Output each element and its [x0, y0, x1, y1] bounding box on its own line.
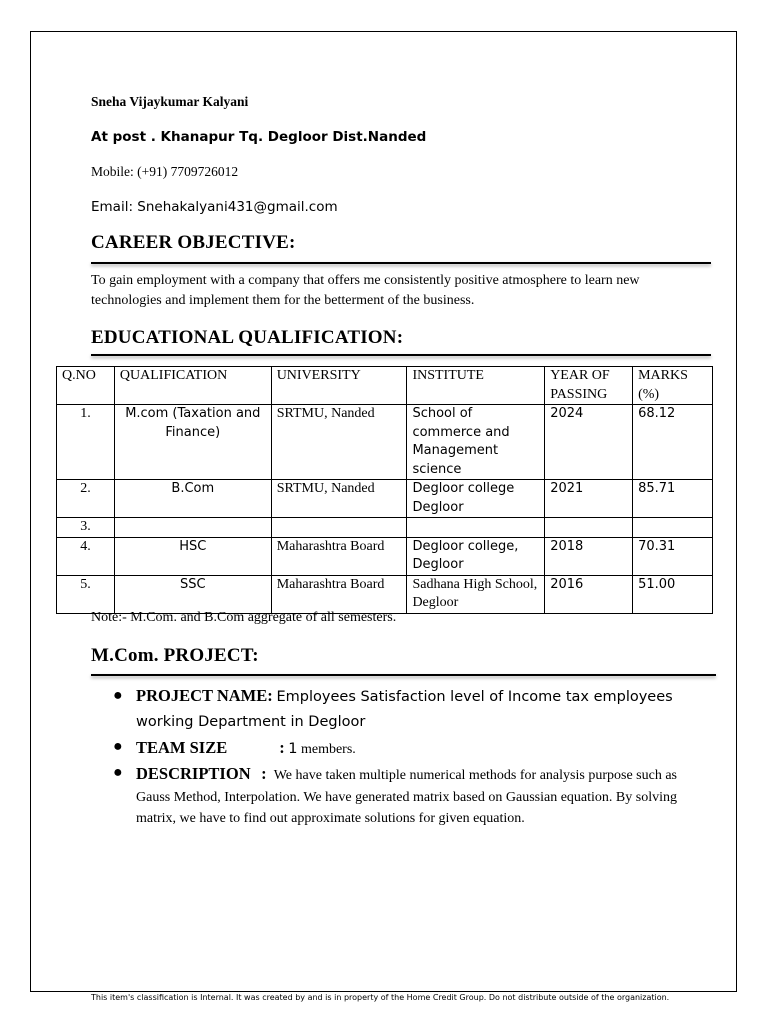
university-cell: SRTMU, Nanded	[271, 405, 407, 480]
team-size-label: TEAM SIZE	[136, 738, 228, 757]
marks-cell	[633, 518, 713, 538]
description-colon: :	[261, 764, 267, 783]
column-header: QUALIFICATION	[114, 367, 271, 405]
table-row	[57, 537, 713, 575]
qualification-cell: HSC	[114, 537, 271, 575]
table-row	[57, 575, 713, 613]
column-header: MARKS (%)	[633, 367, 713, 405]
column-header: UNIVERSITY	[271, 367, 407, 405]
university-cell	[271, 518, 407, 538]
university-cell: Maharashtra Board	[271, 575, 407, 613]
institute-cell	[407, 518, 545, 538]
list-item	[110, 737, 677, 760]
education-heading: EDUCATIONAL QUALIFICATION:	[91, 327, 404, 348]
qno-cell: 5.	[57, 575, 115, 613]
project-heading: M.Com. PROJECT:	[91, 645, 259, 666]
marks-cell: 85.71	[633, 480, 713, 518]
team-size-colon: :	[279, 738, 285, 757]
mobile: Mobile: (+91) 7709726012	[91, 164, 239, 179]
footer-classification: This item's classification is Internal. It was created by and is in property of the Home Credit Group. Do not distribute outside of the organization.	[91, 993, 670, 1002]
year-cell: 2021	[545, 480, 633, 518]
university-cell: Maharashtra Board	[271, 537, 407, 575]
heading-rule	[91, 262, 711, 264]
year-cell	[545, 518, 633, 538]
year-cell: 2018	[545, 537, 633, 575]
qualification-cell: SSC	[114, 575, 271, 613]
institute-cell: Degloor college, Degloor	[407, 537, 545, 575]
list-item	[110, 683, 677, 735]
career-objective-text: To gain employment with a company that offers me consistently positive atmosphere to learn new technologies and implement them for the betterment of the business.	[91, 273, 640, 308]
table-row	[57, 518, 713, 538]
project-list	[110, 683, 677, 830]
heading-rule	[91, 354, 711, 356]
bullet-icon: ●	[113, 687, 123, 704]
qualification-cell: B.Com	[114, 480, 271, 518]
year-cell: 2016	[545, 575, 633, 613]
team-size-number: 1	[288, 741, 298, 757]
qno-cell: 3.	[57, 518, 115, 538]
candidate-name: Sneha Vijaykumar Kalyani	[91, 94, 249, 109]
address: At post . Khanapur Tq. Degloor Dist.Nanded	[91, 129, 427, 145]
heading-rule	[91, 674, 716, 676]
qualification-cell	[114, 518, 271, 538]
education-table	[56, 366, 713, 614]
marks-cell: 51.00	[633, 575, 713, 613]
table-row	[57, 480, 713, 518]
qno-cell: 4.	[57, 537, 115, 575]
project-name-label: PROJECT NAME:	[136, 686, 273, 705]
marks-cell: 68.12	[633, 405, 713, 480]
team-size-suffix: members.	[300, 742, 356, 757]
qno-cell: 1.	[57, 405, 115, 480]
marks-cell: 70.31	[633, 537, 713, 575]
column-header: INSTITUTE	[407, 367, 545, 405]
qno-cell: 2.	[57, 480, 115, 518]
project-name-value: Employees Satisfaction level of Income tax employees working Department in Degloor	[136, 689, 673, 730]
column-header: Q.NO	[57, 367, 115, 405]
bullet-icon: ●	[113, 764, 123, 781]
bullet-icon: ●	[113, 738, 123, 755]
career-objective-heading: CAREER OBJECTIVE:	[91, 232, 296, 253]
table-row	[57, 405, 713, 480]
university-cell: SRTMU, Nanded	[271, 480, 407, 518]
institute-cell: Sadhana High School, Degloor	[407, 575, 545, 613]
description-label: DESCRIPTION	[136, 764, 251, 783]
institute-cell: School of commerce and Management science	[407, 405, 545, 480]
description-text: We have taken multiple numerical methods for analysis purpose such as Gauss Method, Interpolation. We have generated matrix based on Gaussian equation. By solving matrix, we have to find out approximate solutions for given equation.	[136, 768, 678, 826]
column-header: YEAR OF PASSING	[545, 367, 633, 405]
list-item	[110, 763, 677, 830]
table-header-row	[57, 367, 713, 405]
institute-cell: Degloor college Degloor	[407, 480, 545, 518]
qualification-cell: M.com (Taxation and Finance)	[114, 405, 271, 480]
education-note: Note:- M.Com. and B.Com aggregate of all semesters.	[91, 610, 397, 625]
email: Email: Snehakalyani431@gmail.com	[91, 199, 338, 215]
year-cell: 2024	[545, 405, 633, 480]
